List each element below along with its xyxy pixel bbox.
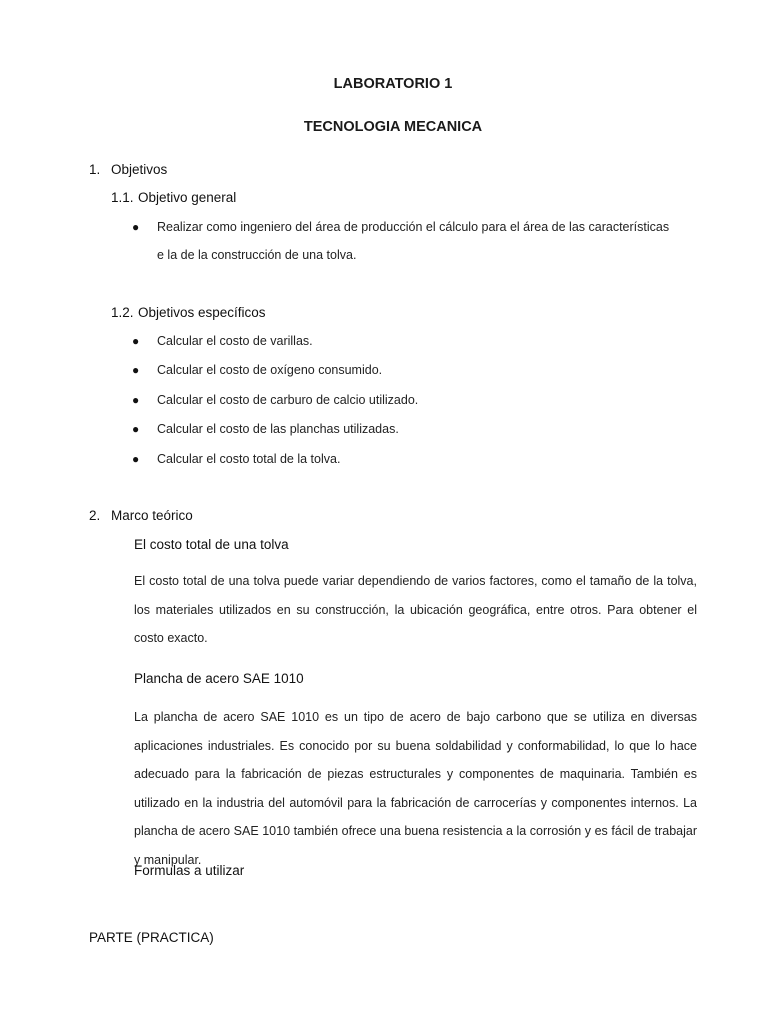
bullet-icon: ●	[132, 334, 140, 348]
specific-objective-5: Calcular el costo total de la tolva.	[157, 452, 341, 466]
objective-general-line-2: e la de la construcción de una tolva.	[157, 248, 357, 262]
bullet-icon: ●	[132, 363, 140, 377]
section-2-number: 2.	[89, 508, 101, 523]
specific-objective-1: Calcular el costo de varillas.	[157, 334, 313, 348]
specific-objective-3: Calcular el costo de carburo de calcio utilizado.	[157, 393, 419, 407]
section-1-2-number: 1.2.	[111, 305, 134, 320]
specific-objective-2: Calcular el costo de oxígeno consumido.	[157, 363, 383, 377]
specific-objective-4: Calcular el costo de las planchas utilizadas.	[157, 422, 399, 436]
section-1-2-heading: Objetivos específicos	[138, 305, 266, 320]
section-2-heading: Marco teórico	[111, 508, 193, 523]
costo-paragraph: El costo total de una tolva puede variar dependiendo de varios factores, como el tamaño de la tolva, los materiales utilizados en su construcción, la ubicación geográfica, entre otros. Para obtener el costo exacto.	[134, 574, 697, 645]
costo-heading: El costo total de una tolva	[134, 537, 289, 552]
objective-general-line-1: Realizar como ingeniero del área de producción el cálculo para el área de las características	[157, 220, 670, 234]
parte-practica-heading: PARTE (PRACTICA)	[89, 930, 214, 945]
bullet-icon: ●	[132, 422, 140, 436]
bullet-icon: ●	[132, 220, 140, 234]
section-1-number: 1.	[89, 162, 101, 177]
section-1-heading: Objetivos	[111, 162, 168, 177]
formulas-heading: Formulas a utilizar	[134, 863, 245, 878]
plancha-paragraph: La plancha de acero SAE 1010 es un tipo de acero de bajo carbono que se utiliza en diversas aplicaciones industriales. Es conocido por su buena soldabilidad y conformabilidad, lo que lo hace adecuado para la fabricación de piezas estructurales y componentes de maquinaria. También es utilizado en la industria del automóvil para la fabricación de carrocerías y componentes internos. La plancha de acero SAE 1010 también ofrece una buena resistencia a la corrosión y es fácil de trabajar y manipular.	[134, 710, 697, 867]
document-title: LABORATORIO 1	[333, 76, 453, 92]
bullet-icon: ●	[132, 393, 140, 407]
bullet-icon: ●	[132, 452, 140, 466]
document-subtitle: TECNOLOGIA MECANICA	[303, 119, 483, 135]
section-1-1-number: 1.1.	[111, 190, 134, 205]
plancha-heading: Plancha de acero SAE 1010	[134, 671, 304, 686]
section-1-1-heading: Objetivo general	[138, 190, 237, 205]
